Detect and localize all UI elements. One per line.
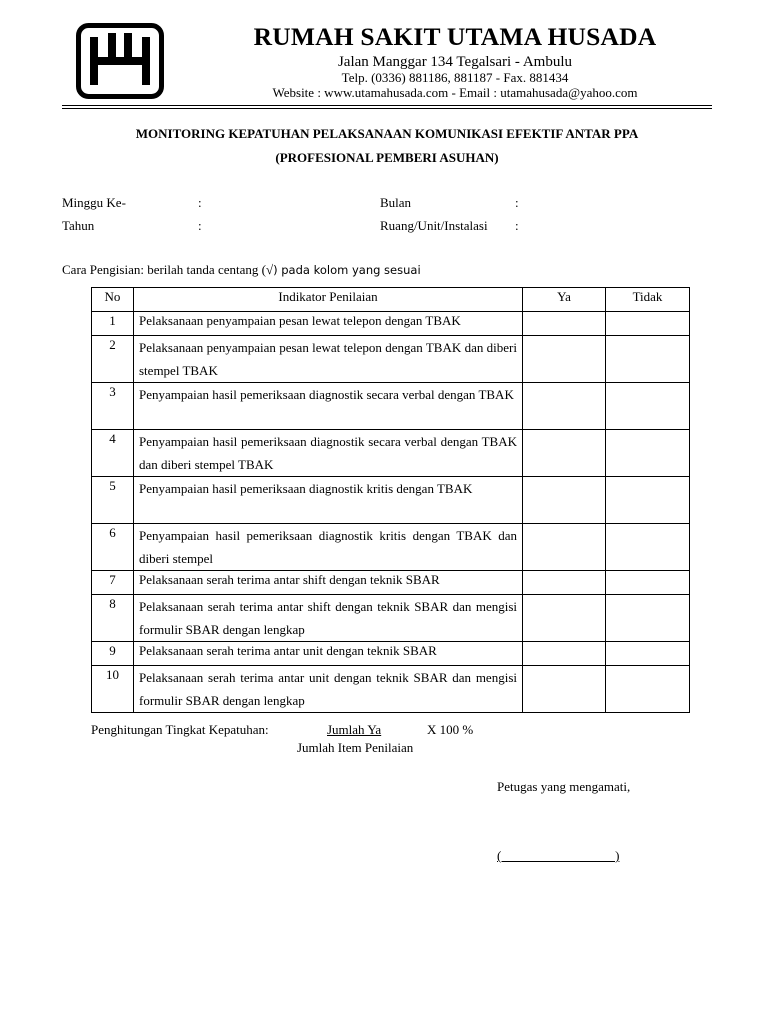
formula-numerator: Jumlah Ya xyxy=(327,722,382,737)
tidak-cell[interactable] xyxy=(606,524,690,571)
row-number: 7 xyxy=(92,571,134,595)
signature-line[interactable]: ( ) xyxy=(497,848,620,863)
hospital-logo-icon xyxy=(76,23,164,99)
ya-cell[interactable] xyxy=(523,383,606,430)
row-indicator: Penyampaian hasil pemeriksaan diagnostik kritis dengan TBAK dan diberi stempel xyxy=(134,524,523,571)
hospital-phone: Telp. (0336) 881186, 881187 - Fax. 881434 xyxy=(341,70,569,85)
row-indicator: Penyampaian hasil pemeriksaan diagnostik secara verbal dengan TBAK xyxy=(134,383,523,430)
field-label-ruang: Ruang/Unit/Instalasi xyxy=(380,218,488,233)
instruction-suffix: ) pada kolom yang sesuai xyxy=(273,263,421,277)
row-number: 4 xyxy=(92,430,134,477)
tidak-cell[interactable] xyxy=(606,666,690,713)
tidak-cell[interactable] xyxy=(606,430,690,477)
header-indikator: Indikator Penilaian xyxy=(134,288,523,312)
header-divider xyxy=(62,105,712,106)
field-label-minggu: Minggu Ke- xyxy=(62,195,126,210)
ya-cell[interactable] xyxy=(523,642,606,666)
field-colon: : xyxy=(198,218,202,233)
field-colon: : xyxy=(198,195,202,210)
table-header-row xyxy=(92,288,690,312)
header-no: No xyxy=(92,288,134,312)
formula-denominator: Jumlah Item Penilaian xyxy=(297,740,414,755)
row-indicator: Pelaksanaan serah terima antar unit dengan teknik SBAR xyxy=(134,642,523,666)
row-number: 5 xyxy=(92,477,134,524)
instruction-prefix: Cara Pengisian: berilah tanda centang ( xyxy=(62,262,266,277)
row-number: 6 xyxy=(92,524,134,571)
tidak-cell[interactable] xyxy=(606,595,690,642)
row-number: 2 xyxy=(92,336,134,383)
table-row xyxy=(92,666,690,713)
table-row xyxy=(92,477,690,524)
row-number: 10 xyxy=(92,666,134,713)
row-number: 3 xyxy=(92,383,134,430)
row-number: 9 xyxy=(92,642,134,666)
field-label-bulan: Bulan xyxy=(380,195,412,210)
tidak-cell[interactable] xyxy=(606,642,690,666)
hospital-address: Jalan Manggar 134 Tegalsari - Ambulu xyxy=(337,54,573,70)
row-number: 8 xyxy=(92,595,134,642)
assessment-table xyxy=(91,287,690,713)
ya-cell[interactable] xyxy=(523,571,606,595)
table-row xyxy=(92,430,690,477)
tidak-cell[interactable] xyxy=(606,312,690,336)
ya-cell[interactable] xyxy=(523,477,606,524)
instruction-text xyxy=(62,262,421,278)
row-indicator: Pelaksanaan serah terima antar unit dengan teknik SBAR dan mengisi formulir SBAR dengan lengkap xyxy=(134,666,523,713)
checkmark-symbol: √ xyxy=(265,262,274,277)
ya-cell[interactable] xyxy=(523,430,606,477)
field-colon: : xyxy=(515,218,519,233)
header-ya: Ya xyxy=(523,288,606,312)
table-row xyxy=(92,642,690,666)
row-indicator: Penyampaian hasil pemeriksaan diagnostik secara verbal dengan TBAK dan diberi stempel TBAK xyxy=(134,430,523,477)
row-indicator: Penyampaian hasil pemeriksaan diagnostik kritis dengan TBAK xyxy=(134,477,523,524)
hospital-website: Website : www.utamahusada.com - Email : utamahusada@yahoo.com xyxy=(272,85,638,100)
row-indicator: Pelaksanaan serah terima antar shift dengan teknik SBAR xyxy=(134,571,523,595)
signature-label: Petugas yang mengamati, xyxy=(497,779,631,794)
ya-cell[interactable] xyxy=(523,595,606,642)
table-row xyxy=(92,595,690,642)
ya-cell[interactable] xyxy=(523,666,606,713)
field-label-tahun: Tahun xyxy=(62,218,95,233)
field-colon: : xyxy=(515,195,519,210)
table-row xyxy=(92,312,690,336)
tidak-cell[interactable] xyxy=(606,336,690,383)
header-divider-2 xyxy=(62,108,712,109)
table-row xyxy=(92,383,690,430)
ya-cell[interactable] xyxy=(523,312,606,336)
ya-cell[interactable] xyxy=(523,336,606,383)
hospital-name: RUMAH SAKIT UTAMA HUSADA xyxy=(253,22,657,51)
tidak-cell[interactable] xyxy=(606,571,690,595)
header-tidak: Tidak xyxy=(606,288,690,312)
row-indicator: Pelaksanaan serah terima antar shift dengan teknik SBAR dan mengisi formulir SBAR dengan lengkap xyxy=(134,595,523,642)
form-title: MONITORING KEPATUHAN PELAKSANAAN KOMUNIKASI EFEKTIF ANTAR PPA xyxy=(135,126,639,141)
tidak-cell[interactable] xyxy=(606,477,690,524)
row-indicator: Pelaksanaan penyampaian pesan lewat telepon dengan TBAK xyxy=(134,312,523,336)
ya-cell[interactable] xyxy=(523,524,606,571)
table-row xyxy=(92,571,690,595)
tidak-cell[interactable] xyxy=(606,383,690,430)
table-row xyxy=(92,336,690,383)
form-subtitle: (PROFESIONAL PEMBERI ASUHAN) xyxy=(275,150,499,165)
formula-label: Penghitungan Tingkat Kepatuhan: xyxy=(91,722,269,737)
formula-multiplier: X 100 % xyxy=(427,722,474,737)
row-indicator: Pelaksanaan penyampaian pesan lewat telepon dengan TBAK dan diberi stempel TBAK xyxy=(134,336,523,383)
table-row xyxy=(92,524,690,571)
row-number: 1 xyxy=(92,312,134,336)
